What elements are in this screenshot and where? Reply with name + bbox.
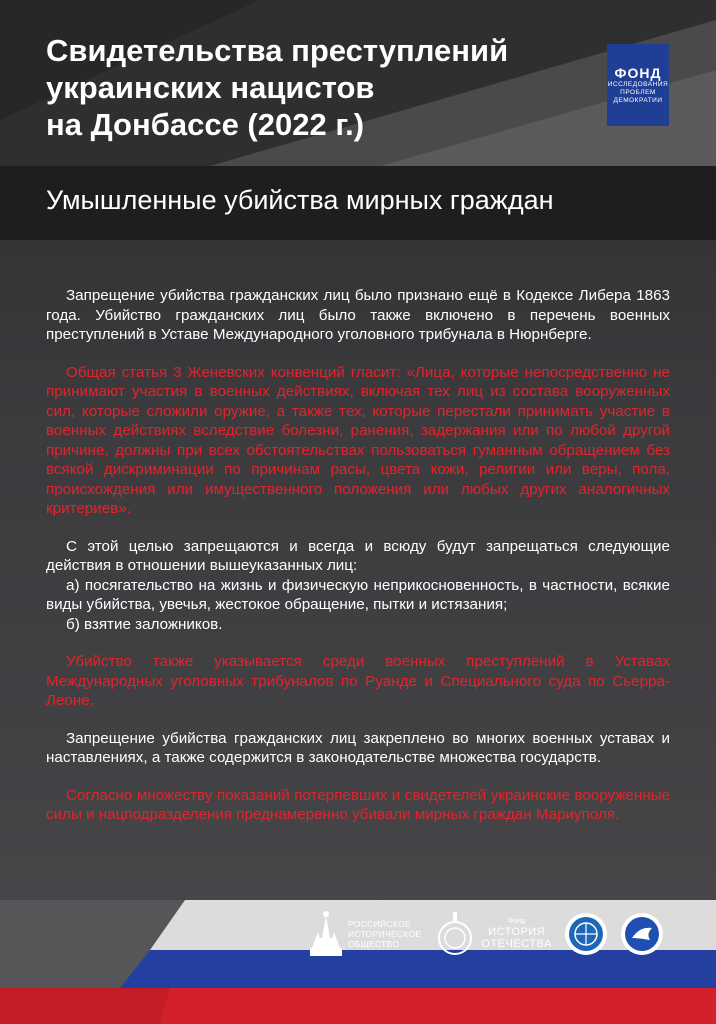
fund-big-text: ОТЕЧЕСТВА bbox=[481, 938, 552, 950]
monument-icon bbox=[304, 908, 348, 960]
list-item: а) посягательство на жизнь и физическую неприкосновенность, в частности, всякие виды убийства, увечья, жестокое обращение, пытки и истязания; bbox=[46, 576, 670, 613]
logo-small-text: ПРОБЛЕМ bbox=[620, 88, 656, 96]
list-item: б) взятие заложников. bbox=[66, 615, 223, 633]
rio-label-line: РОССИЙСКОЕ bbox=[348, 919, 411, 929]
prohibition-list bbox=[46, 537, 670, 635]
globe-emblem-icon bbox=[564, 912, 608, 956]
rio-label-line: ОБЩЕСТВО bbox=[348, 939, 400, 949]
history-fund-label bbox=[481, 918, 551, 950]
history-fund-logo bbox=[433, 908, 551, 960]
rio-label bbox=[348, 919, 421, 949]
partner-logos bbox=[304, 906, 684, 962]
fund-small-text: Фонд bbox=[508, 918, 526, 925]
quote-paragraph: Общая статья 3 Женевских конвенций гласит: «Лица, которые непосредственно не принимают участия в военных действиях, включая тех лиц из состава вооруженных сил, которые сложили оружие, а также тех, которые перестали принимать участие в военных действиях вследствие болезни, ранения, задержания или по любой другой причине, должны при всех обстоятельствах пользоваться гуманным обращением без всякой дискриминации по причинам расы, цвета кожи, религии или веры, пола, происхождения или имущественного положения или любых других аналогичных критериев». bbox=[46, 363, 670, 517]
page-subtitle: Умышленные убийства мирных граждан bbox=[46, 185, 554, 215]
dove-emblem-icon bbox=[620, 912, 664, 956]
paragraph: Запрещение убийства гражданских лиц было признано ещё в Кодексе Либера 1863 года. Убийство гражданских лиц было также включено в перечень военных преступлений в Уставе Международного уголовного трибунала в Нюрнберге. bbox=[46, 287, 670, 343]
round-logo-1 bbox=[564, 912, 608, 956]
paragraph: С этой целью запрещаются и всегда и всюду будут запрещаться следующие действия в отношении вышеуказанных лиц: bbox=[46, 537, 670, 574]
page-title bbox=[46, 32, 566, 143]
paragraph: Запрещение убийства гражданских лиц закреплено во многих военных уставах и наставлениях, а также содержится в законодательстве множества государств. bbox=[46, 729, 670, 766]
article-body bbox=[46, 286, 670, 843]
rio-label-line: ИСТОРИЧЕСКОЕ bbox=[348, 929, 422, 939]
highlight-paragraph: Убийство также указывается среди военных преступлений в Уставах Международных уголовных трибуналов по Руанде и Специального суда по Сьерра-Леоне. bbox=[46, 653, 670, 709]
title-line: на Донбассе (2022 г.) bbox=[46, 107, 365, 142]
medallion-icon bbox=[433, 908, 477, 960]
logo-big-text: ФОНД bbox=[614, 64, 662, 81]
logo-small-text: ДЕМОКРАТИИ bbox=[613, 96, 663, 104]
logo-small-text: ИССЛЕДОВАНИЯ bbox=[607, 80, 669, 88]
title-line: украинских нацистов bbox=[46, 70, 375, 105]
rio-logo bbox=[304, 908, 421, 960]
highlight-paragraph: Согласно множеству показаний потерпевших и свидетелей украинские вооруженные силы и нацподразделения преднамеренно убивали мирных граждан Мариуполя. bbox=[46, 786, 670, 823]
fund-democracy-logo bbox=[607, 44, 669, 126]
round-logo-2 bbox=[620, 912, 664, 956]
title-line: Свидетельства преступлений bbox=[46, 33, 509, 68]
fund-big-text: ИСТОРИЯ bbox=[488, 926, 546, 938]
